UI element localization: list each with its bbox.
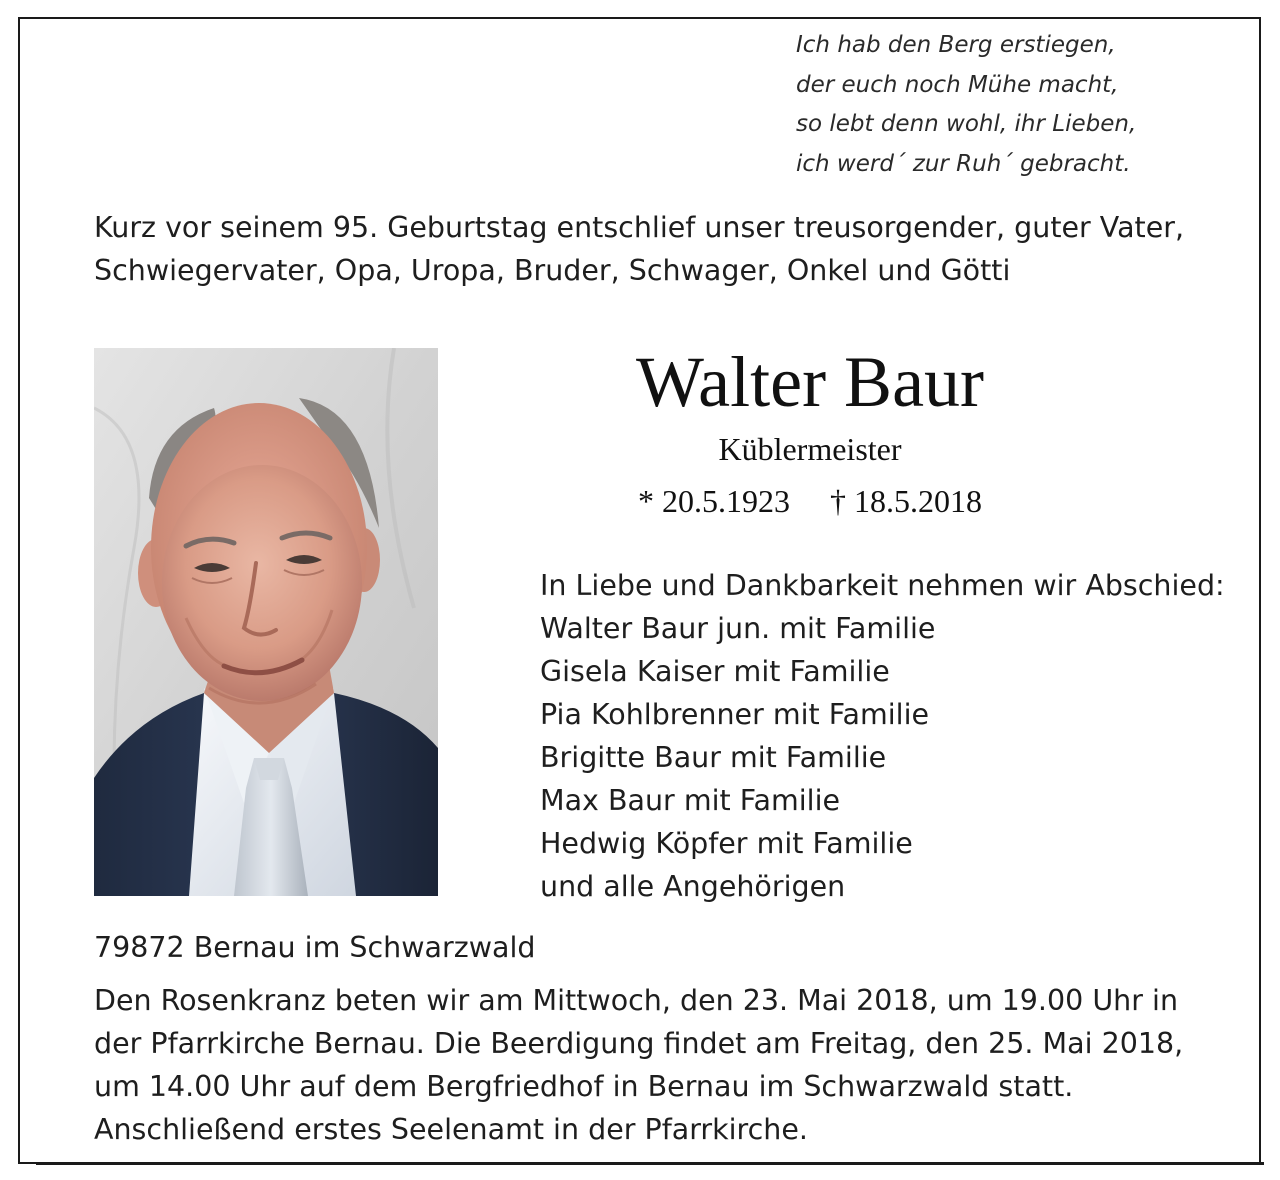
mourner-entry: und alle Angehörigen: [540, 870, 846, 903]
poem-line: ich werd´ zur Ruh´ gebracht.: [796, 150, 1131, 177]
intro-line: Kurz vor seinem 95. Geburtstag entschlief unser treusorgender, guter Vater,: [94, 211, 1185, 244]
deceased-name: Walter Baur: [635, 342, 985, 422]
mourners-list: [540, 564, 1225, 908]
service-line: Den Rosenkranz beten wir am Mittwoch, den 23. Mai 2018, um 19.00 Uhr in: [94, 984, 1179, 1017]
service-line: Anschließend erstes Seelenamt in der Pfarrkirche.: [94, 1113, 808, 1146]
frame-bottom-rule: [36, 1162, 1264, 1165]
place-line: 79872 Bernau im Schwarzwald: [94, 931, 536, 964]
service-line: um 14.00 Uhr auf dem Bergfriedhof in Bernau im Schwarzwald statt.: [94, 1070, 1074, 1103]
portrait-photo: [94, 348, 438, 896]
birth-date: * 20.5.1923: [638, 483, 790, 519]
deceased-occupation: Küblermeister: [718, 431, 902, 467]
poem-line: Ich hab den Berg erstiegen,: [796, 32, 1116, 58]
mourner-entry: Gisela Kaiser mit Familie: [540, 655, 890, 688]
poem-line: der euch noch Mühe macht,: [796, 71, 1119, 98]
mourners-heading: In Liebe und Dankbarkeit nehmen wir Abschied:: [540, 569, 1225, 602]
mourner-entry: Pia Kohlbrenner mit Familie: [540, 698, 930, 731]
mourner-entry: Hedwig Köpfer mit Familie: [540, 827, 913, 860]
intro-text: [94, 206, 1184, 292]
poem-line: so lebt denn wohl, ihr Lieben,: [796, 111, 1137, 137]
death-date: † 18.5.2018: [830, 483, 982, 519]
service-info: [94, 979, 1183, 1151]
mourner-entry: Max Baur mit Familie: [540, 784, 841, 817]
poem: [796, 26, 1136, 184]
mourner-entry: Walter Baur jun. mit Familie: [540, 612, 936, 645]
intro-line: Schwiegervater, Opa, Uropa, Bruder, Schwager, Onkel und Götti: [94, 254, 1011, 287]
service-line: der Pfarrkirche Bernau. Die Beerdigung findet am Freitag, den 25. Mai 2018,: [94, 1027, 1184, 1060]
mourner-entry: Brigitte Baur mit Familie: [540, 741, 887, 774]
life-dates: [500, 480, 1120, 522]
